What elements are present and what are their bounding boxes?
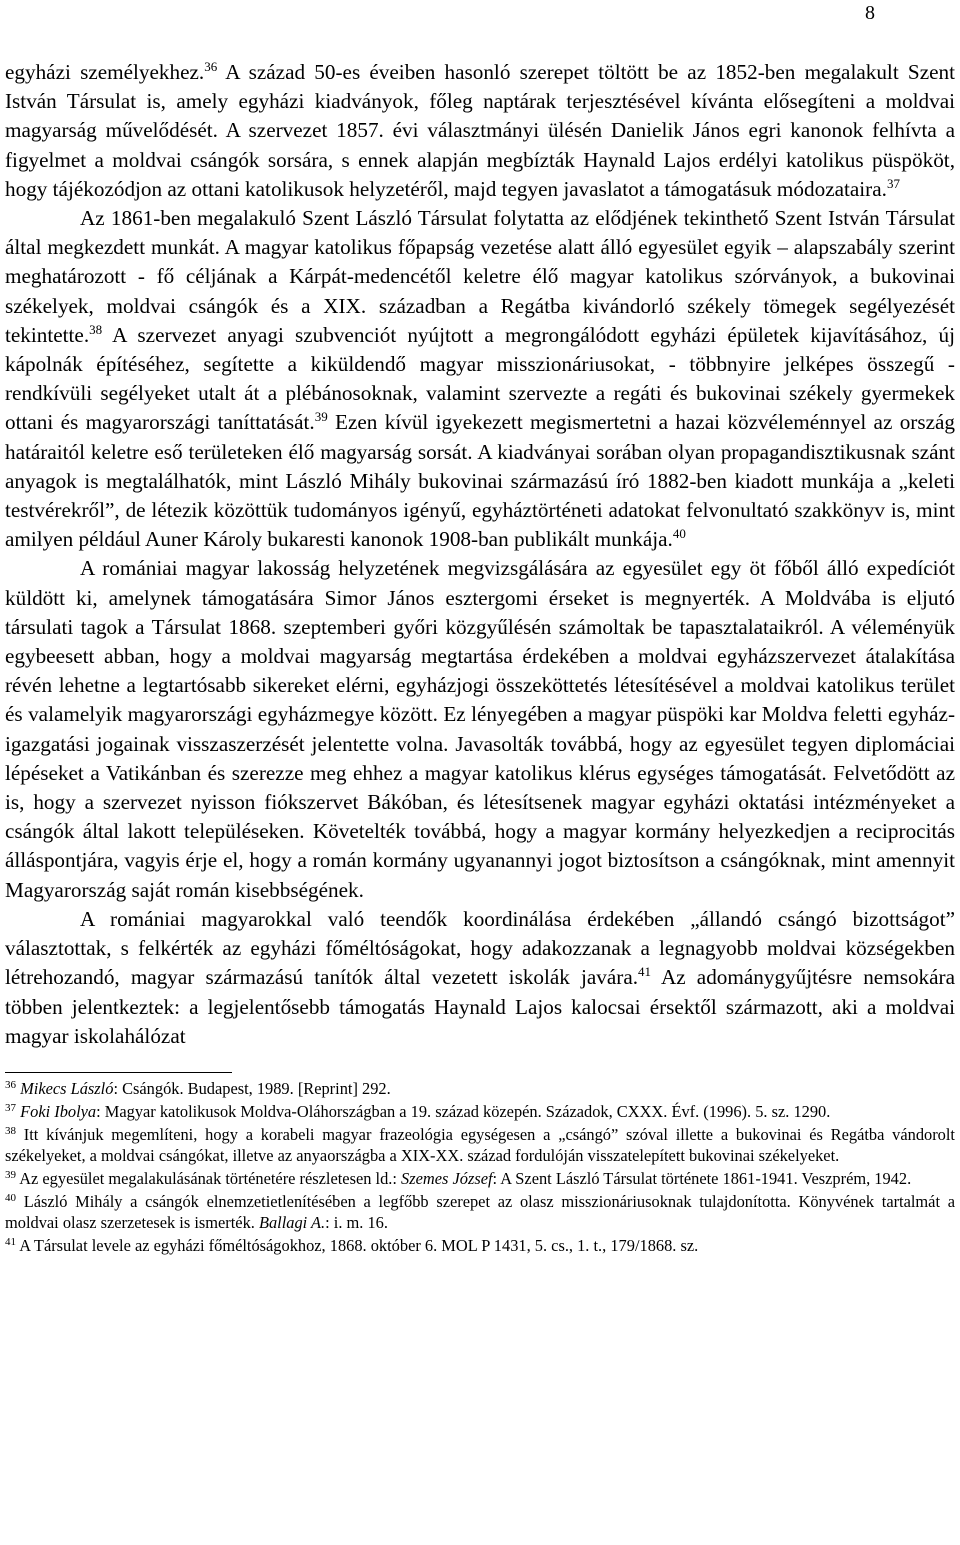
- footnote-reference: 39: [314, 409, 328, 425]
- footnote: [5, 1101, 955, 1122]
- paragraph: [5, 905, 955, 1051]
- paragraph: [5, 58, 955, 204]
- text-run: Az adománygyűjtésre nemsokára többen jelentkeztek: a legjelentősebb támogatás Haynald Lajos kalocsai érsektől származott, aki a moldvai magyar iskolahálózat: [5, 965, 955, 1048]
- body-text: [5, 58, 955, 1051]
- text-run: László Mihály a csángók elnemzetietlenítésében a legfőbb szerepet az olasz misszionáriusoknak tulajdonította. Könyvének tartalmát a moldvai olasz szerzetesek is ismerték.: [5, 1191, 955, 1232]
- footnote: [5, 1078, 955, 1099]
- footnote: [5, 1191, 955, 1233]
- footnote-number: 41: [5, 1235, 16, 1248]
- italic-author-name: Ballagi A.: [258, 1212, 326, 1232]
- footnote-reference: 37: [886, 175, 900, 191]
- page-number: 8: [865, 2, 875, 24]
- text-run: : A Szent László Társulat története 1861-1941. Veszprém, 1942.: [492, 1168, 912, 1188]
- footnote: [5, 1124, 955, 1166]
- text-run: A század 50-es éveiben hasonló szerepet töltött be az 1852-ben megalakult Szent István Társulat is, amely egyházi kiadványok, főleg naptárak terjesztésével kívánta elősegíteni a moldvai magyarság művelődését. A szervezet 1857. évi választmányi ülésén Danielik János egri kanonok felhívta a figyelmet a moldvai csángók sorsára, s ennek alapján megbízták Haynald Lajos erdélyi katolikus püspököt, hogy tájékozódjon az ottani katolikusok helyzetéről, majd tegyen javaslatot a támogatásuk módozataira.: [5, 60, 955, 201]
- footnotes: [5, 1078, 955, 1256]
- footnote-reference: 36: [204, 59, 218, 74]
- text-run: : i. m. 16.: [325, 1212, 388, 1232]
- footnote-number: 38: [5, 1124, 16, 1137]
- text-run: : Magyar katolikusok Moldva-Oláhországban a 19. század közepén. Századok, CXXX. Évf. (1996). 5. sz. 1290.: [96, 1101, 831, 1121]
- text-run: Itt kívánjuk megemlíteni, hogy a korabeli magyar frazeológia egységesen a „csángó” szóval illette a bukovinai és Regátba vándorolt székelyeket, a moldvai csángókat, illetve az anyaországba a XIX-XX. század fordulóján visszatelepített bukovinai székelyeket.: [5, 1124, 955, 1165]
- footnote-reference: 41: [638, 964, 652, 980]
- footnote-number: 39: [5, 1168, 16, 1181]
- footnote-number: 40: [5, 1191, 16, 1204]
- footnote: [5, 1168, 955, 1189]
- text-run: A szervezet anyagi szubvenciót nyújtott a megrongálódott egyházi épületek kijavításához, új kápolnák építéséhez, segítette a kiküldendő magyar misszionáriusokat, - többnyire jelképes összegű - rendkívüli segélyeket utalt át a plébánosoknak, valamint szervezte a regáti és bukovinai székely gyermekek ottani és magyarországi taníttatását.: [5, 322, 955, 435]
- text-run: A romániai magyar lakosság helyzetének megvizsgálására az egyesület egy öt főből álló expedíciót küldött ki, amelynek támogatására Simor János esztergomi érseket is megnyerték. A Moldvába is eljutó társulati tagok a Társulat 1868. szeptemberi győri közgyűlésén számoltak be tapasztalataikról. A véleményük egybeesett abban, hogy a moldvai magyarság megtartása érdekében a moldvai egyházszervezet átalakítása révén lehetne a legtartósabb sikereket elérni, egyházjogi összeköttetés létesítésével a moldvai katolikus terület és valamelyik magyarországi egyházmegye között. Ez lényegében a magyar püspöki kar Moldva feletti egyház-igazgatási jogainak visszaszerzését jelentette volna. Javasolták továbbá, hogy az egyesület tegyen diplomáciai lépéseket a Vatikánban és szerezze meg ehhez a magyar katolikus klérus egységes támogatását. Felvetődött az is, hogy a szervezet nyisson fiókszervet Bákóban, és létesítsenek magyar egyházi oktatási intézményeket a csángók által lakott településeken. Követelték továbbá, hogy a magyar kormány helyezkedjen a reciprocitás álláspontjára, vagyis érje el, hogy a román kormány ugyanannyi jogot biztosítson a csángóknak, mint amennyit Magyarország saját román kisebbségének.: [5, 556, 955, 902]
- footnote-number: 37: [5, 1101, 16, 1114]
- footnote-separator: [5, 1072, 232, 1073]
- italic-author-name: Foki Ibolya: [20, 1101, 97, 1121]
- text-run: A romániai magyarokkal való teendők koordinálása érdekében „állandó csángó bizottságot” választottak, s felkérték az egyházi főméltóságokat, hogy adakozzanak a legnagyobb moldvai községekben létrehozandó, magyar származású tanítók által vezetett iskolák javára.: [5, 906, 955, 990]
- text-run: Az egyesület megalakulásának történetére részletesen ld.:: [19, 1168, 402, 1188]
- footnote-reference: 40: [672, 526, 686, 542]
- text-run: : Csángók. Budapest, 1989. [Reprint] 292.: [113, 1078, 391, 1098]
- paragraph: [5, 204, 955, 554]
- text-run: A Társulat levele az egyházi főméltóságokhoz, 1868. október 6. MOL P 1431, 5. cs., 1. t., 179/1868. sz.: [19, 1235, 699, 1255]
- footnote: [5, 1235, 955, 1256]
- italic-author-name: Mikecs László: [20, 1078, 114, 1098]
- italic-author-name: Szemes József: [401, 1168, 493, 1188]
- footnote-reference: 38: [89, 321, 103, 337]
- footnote-number: 36: [5, 1078, 16, 1091]
- text-run: egyházi személyekhez.: [5, 60, 205, 84]
- text-run: Ezen kívül igyekezett megismertetni a hazai közvéleménnyel az ország határaitól keletre eső területeken élő magyarság sorsát. A kiadványai sorában olyan propagandisztikusnak szánt anyagok is megtalálhatók, mint László Mihály bukovinai származású író 1882-ben kiadott munkája a „keleti testvérekről”, de létezik közöttük tudományos igényű, egyháztörténeti adatokat felvonultató szakkönyv is, mint amilyen például Auner Károly bukaresti kanonok 1908-ban publikált munkája.: [5, 410, 956, 552]
- paragraph: [5, 554, 955, 904]
- text-run: Az 1861-ben megalakuló Szent László Társulat folytatta az elődjének tekinthető Szent István Társulat által megkezdett munkát. A magyar katolikus főpapság vezetése alatt álló egyesület egyik – alapszabály szerint meghatározott - fő céljának a Kárpát-medencétől keletre élő magyar katolikus szórványok, a bukovinai székelyek, moldvai csángók és a XIX. században a Regátba kivándorló székely tömegek segélyezését tekintette.: [5, 206, 955, 347]
